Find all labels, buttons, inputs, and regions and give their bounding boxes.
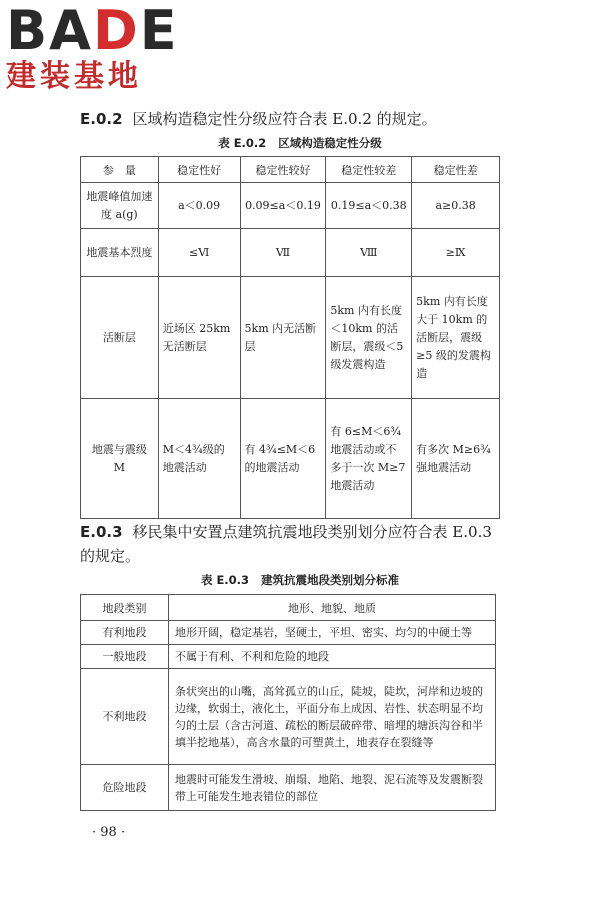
table-header-row	[81, 595, 496, 621]
table-cell: Ⅶ	[240, 229, 326, 277]
description-cell: 地震时可能发生滑坡、崩塌、地陷、地裂、泥石流等及发震断裂带上可能发生地表错位的部位	[169, 765, 496, 811]
clause-number: E.0.3	[80, 523, 123, 541]
table-row	[81, 399, 500, 519]
table-cell: 5km 内有长度大于 10km 的活断层，震级≥5 级的发震构造	[412, 277, 500, 399]
table-row	[81, 183, 500, 229]
header-cell: 地形、地貌、地质	[169, 595, 496, 621]
table-cell: 有 6≤M＜6¾地震活动或不多于一次 M≥7 地震活动	[326, 399, 412, 519]
table-cell: 有 4¾≤M＜6 的地震活动	[240, 399, 326, 519]
table-row	[81, 229, 500, 277]
param-cell: 地震基本烈度	[81, 229, 159, 277]
table-caption-e02: 表 E.0.2 区域构造稳定性分级	[218, 136, 382, 150]
page-number: · 98 ·	[92, 825, 126, 840]
header-cell: 参 量	[81, 157, 159, 183]
header-cell: 稳定性较差	[326, 157, 412, 183]
description-cell: 地形开阔，稳定基岩，坚硬土，平坦、密实、均匀的中硬土等	[169, 621, 496, 645]
table-row	[81, 765, 496, 811]
table-cell: 0.09≤a＜0.19	[240, 183, 326, 229]
table-cell: 5km 内无活断层	[240, 277, 326, 399]
table-cell: ≥Ⅸ	[412, 229, 500, 277]
clause-text: 区域构造稳定性分级应符合表 E.0.2 的规定。	[132, 110, 437, 128]
header-cell: 稳定性差	[412, 157, 500, 183]
description-cell: 不属于有利、不利和危险的地段	[169, 645, 496, 669]
param-cell: 地震与震级 M	[81, 399, 159, 519]
table-e03	[80, 594, 496, 811]
table-cell: M＜4¾级的地震活动	[158, 399, 240, 519]
table-row	[81, 621, 496, 645]
table-row	[81, 669, 496, 765]
table-cell: a＜0.09	[158, 183, 240, 229]
clause-e02	[80, 107, 560, 131]
table-cell: a≥0.38	[412, 183, 500, 229]
category-cell: 一般地段	[81, 645, 169, 669]
clause-number: E.0.2	[80, 110, 123, 128]
table-row	[81, 277, 500, 399]
table-cell: 近场区 25km 无活断层	[158, 277, 240, 399]
brand-logo	[6, 2, 179, 94]
logo-wordmark: BADE	[6, 0, 179, 62]
clause-text: 移民集中安置点建筑抗震地段类别划分应符合表 E.0.3 的规定。	[80, 523, 492, 565]
header-cell: 地段类别	[81, 595, 169, 621]
table-cell: 0.19≤a＜0.38	[326, 183, 412, 229]
category-cell: 危险地段	[81, 765, 169, 811]
table-cell: Ⅷ	[326, 229, 412, 277]
table-caption-e03: 表 E.0.3 建筑抗震地段类别划分标准	[200, 573, 400, 587]
header-cell: 稳定性好	[158, 157, 240, 183]
category-cell: 有利地段	[81, 621, 169, 645]
param-cell: 活断层	[81, 277, 159, 399]
param-cell: 地震峰值加速度 a(g)	[81, 183, 159, 229]
table-cell: ≤Ⅵ	[158, 229, 240, 277]
clause-e03	[80, 520, 500, 568]
table-row	[81, 645, 496, 669]
table-header-row	[81, 157, 500, 183]
table-cell: 有多次 M≥6¾强地震活动	[412, 399, 500, 519]
header-cell: 稳定性较好	[240, 157, 326, 183]
table-e02	[80, 156, 500, 519]
logo-subtitle: 建装基地	[6, 59, 142, 94]
category-cell: 不利地段	[81, 669, 169, 765]
description-cell: 条状突出的山嘴，高耸孤立的山丘，陡坡，陡坎，河岸和边坡的边缘，软弱土，液化土，平面分布上成因、岩性、状态明显不均匀的土层（含古河道、疏松的断层破碎带、暗埋的塘浜沟谷和半填半挖地基），高含水量的可塑黄土，地表存在裂缝等	[169, 669, 496, 765]
table-cell: 5km 内有长度＜10km 的活断层，震级＜5 级发震构造	[326, 277, 412, 399]
